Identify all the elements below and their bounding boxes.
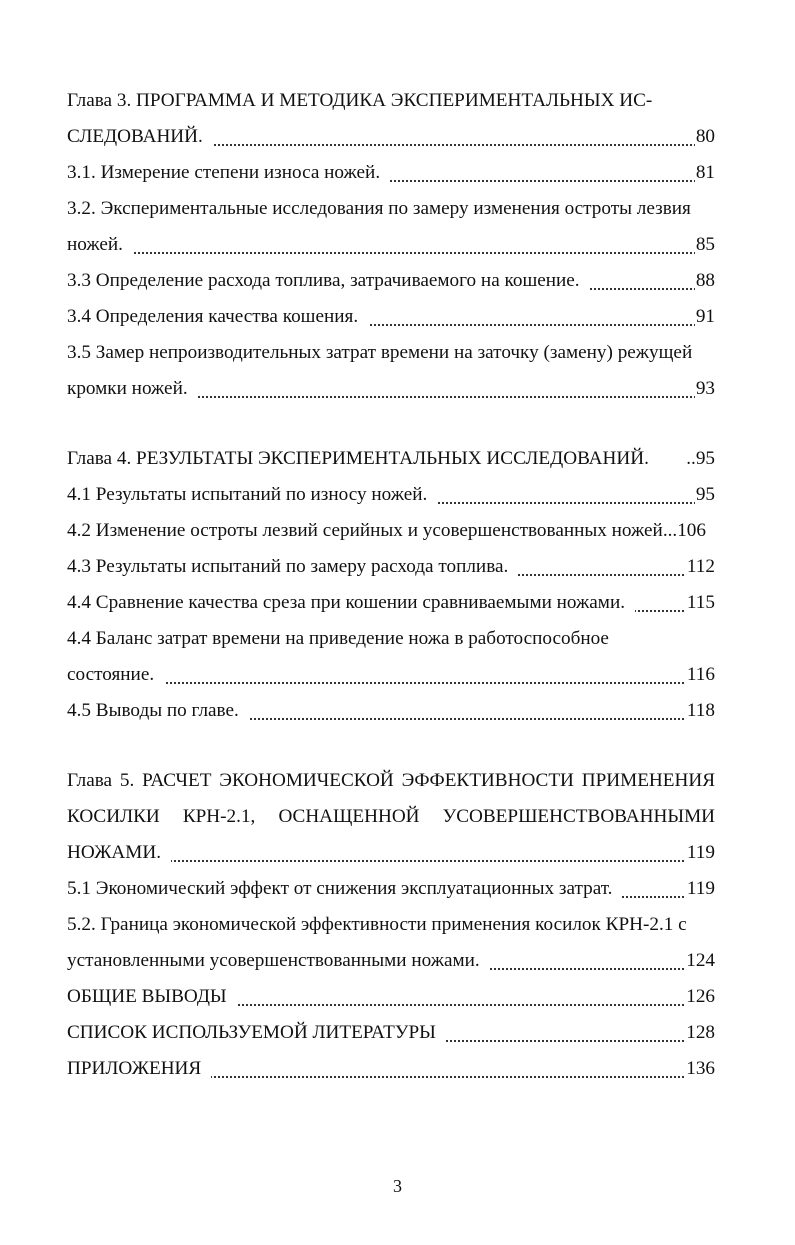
toc-chapter5-title-line2 (67, 799, 715, 835)
toc-item (67, 477, 715, 513)
toc-item-line1 (67, 621, 715, 657)
toc-item (67, 155, 715, 191)
toc-conclusions (67, 979, 715, 1015)
toc-chapter3-title-line2 (67, 119, 715, 155)
toc-item (67, 263, 715, 299)
toc-item-line1 (67, 335, 715, 371)
toc-item (67, 299, 715, 335)
toc-chapter5-title-text: КОСИЛКИ КРН-2.1, ОСНАЩЕННОЙ УСОВЕРШЕНСТВОВАННЫМИ (67, 799, 715, 835)
toc-page-number: 91 (695, 299, 715, 335)
toc-chapter4-title (67, 441, 715, 477)
toc-chapter5-title-line1 (67, 763, 715, 799)
toc-item-line2 (67, 371, 715, 407)
toc-item-text: ножей. (67, 227, 133, 263)
toc-item-text: кромки ножей. (67, 371, 198, 407)
toc-page-number: 119 (686, 835, 715, 871)
toc-item-text: 3.5 Замер непроизводительных затрат времени на заточку (замену) режущей (67, 335, 692, 371)
toc-item-text: 5.1 Экономический эффект от снижения эксплуатационных затрат. (67, 871, 622, 907)
toc-references (67, 1015, 715, 1051)
toc-page-number: 118 (686, 693, 715, 729)
toc-item-text: 4.3 Результаты испытаний по замеру расхода топлива. (67, 549, 518, 585)
toc-item-line2 (67, 943, 715, 979)
toc-item-text: установленными усовершенствованными ножами. (67, 943, 490, 979)
toc-chapter5-title-text: Глава 5. РАСЧЕТ ЭКОНОМИЧЕСКОЙ ЭФФЕКТИВНОСТИ ПРИМЕНЕНИЯ (67, 763, 715, 799)
toc-page-number: 112 (686, 549, 715, 585)
toc-page-number: 119 (686, 871, 715, 907)
toc-item-text: ОБЩИЕ ВЫВОДЫ (67, 979, 237, 1015)
toc-page-number: ..95 (685, 441, 715, 477)
toc-item-text: 5.2. Граница экономической эффективности применения косилок КРН-2.1 с (67, 907, 687, 943)
toc-item-text: 3.1. Измерение степени износа ножей. (67, 155, 390, 191)
toc-item-line2 (67, 657, 715, 693)
toc-item-line2 (67, 227, 715, 263)
toc-chapter4-title-text: Глава 4. РЕЗУЛЬТАТЫ ЭКСПЕРИМЕНТАЛЬНЫХ ИССЛЕДОВАНИЙ. (67, 441, 659, 477)
chapter-spacer (67, 407, 715, 441)
toc-appendices (67, 1051, 715, 1087)
toc-page-number: 115 (686, 585, 715, 621)
toc-page-number: 81 (695, 155, 715, 191)
toc-item (67, 549, 715, 585)
toc-item-text: 4.4 Сравнение качества среза при кошении сравниваемыми ножами. (67, 585, 635, 621)
chapter-spacer (67, 729, 715, 763)
toc-item-text: 4.1 Результаты испытаний по износу ножей. (67, 477, 437, 513)
toc-item-text: 4.4 Баланс затрат времени на приведение ножа в работоспособное (67, 621, 609, 657)
toc-page-number: 93 (695, 371, 715, 407)
toc-page-number: 80 (695, 119, 715, 155)
toc-page-number: 136 (685, 1051, 715, 1087)
toc-page-number: 116 (686, 657, 715, 693)
toc-chapter3-title-line1 (67, 83, 715, 119)
toc-item-text: СПИСОК ИСПОЛЬЗУЕМОЙ ЛИТЕРАТУРЫ (67, 1015, 446, 1051)
toc-item-line1 (67, 907, 715, 943)
toc-chapter3-title-text: СЛЕДОВАНИЙ. (67, 119, 213, 155)
toc-item-text: 4.5 Выводы по главе. (67, 693, 249, 729)
toc-item-line1 (67, 191, 715, 227)
leader-dots (67, 682, 715, 684)
toc-chapter5-title-text: НОЖАМИ. (67, 835, 171, 871)
table-of-contents (67, 83, 715, 1087)
toc-item-text: 3.3 Определение расхода топлива, затрачиваемого на кошение. (67, 263, 590, 299)
toc-page-number: 124 (685, 943, 715, 979)
toc-chapter3-title-text: Глава 3. ПРОГРАММА И МЕТОДИКА ЭКСПЕРИМЕНТАЛЬНЫХ ИС- (67, 83, 652, 119)
toc-page-number: 126 (685, 979, 715, 1015)
toc-item (67, 871, 715, 907)
toc-item-text: 3.4 Определения качества кошения. (67, 299, 368, 335)
toc-item (67, 513, 715, 549)
toc-item (67, 693, 715, 729)
toc-item-text: 4.2 Изменение остроты лезвий серийных и усовершенствованных ножей...106 (67, 513, 706, 549)
leader-dots (67, 252, 715, 254)
toc-item-text: состояние. (67, 657, 164, 693)
toc-chapter5-title-line3 (67, 835, 715, 871)
page-number: 3 (393, 1176, 402, 1196)
toc-item (67, 585, 715, 621)
toc-page-number: 128 (685, 1015, 715, 1051)
toc-item-text: 3.2. Экспериментальные исследования по замеру изменения остроты лезвия (67, 191, 691, 227)
toc-page-number: 85 (695, 227, 715, 263)
toc-page-number: 95 (695, 477, 715, 513)
toc-page-number: 88 (695, 263, 715, 299)
toc-item-text: ПРИЛОЖЕНИЯ (67, 1051, 211, 1087)
